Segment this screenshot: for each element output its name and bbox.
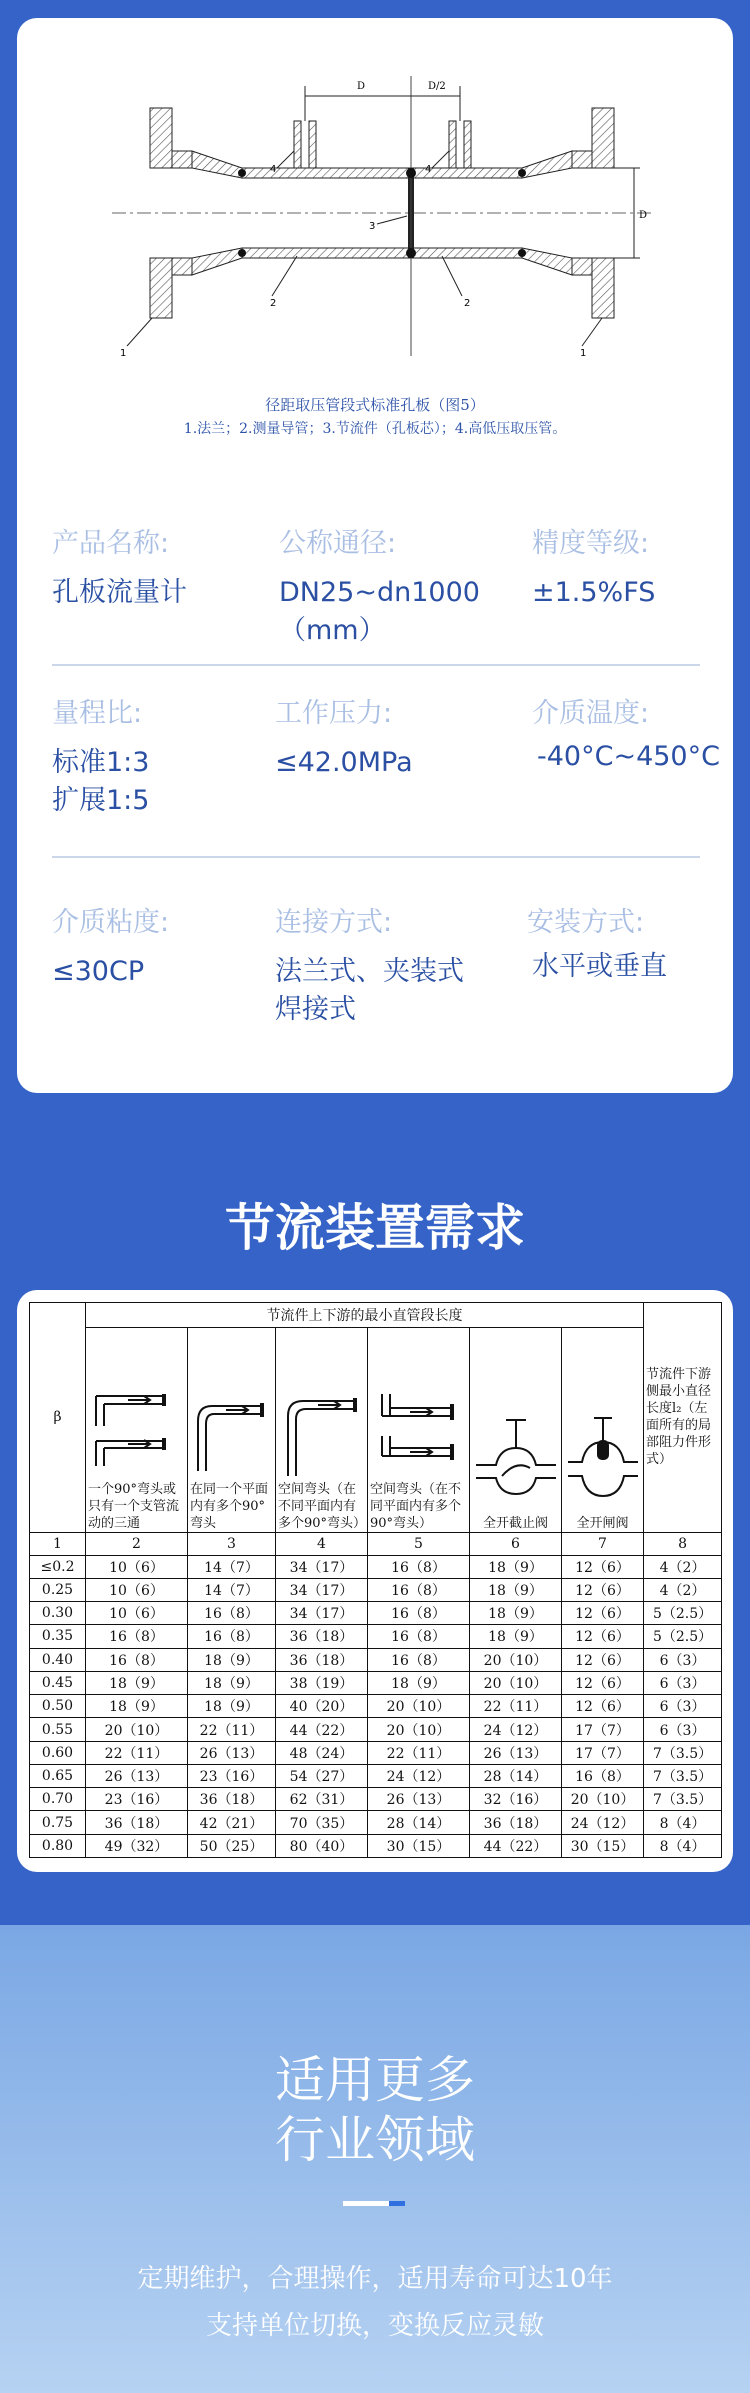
globe-valve-icon — [472, 1410, 560, 1510]
spec-value-installation: 水平或垂直 — [532, 951, 667, 982]
table-row — [30, 1555, 722, 1578]
spec-value-viscosity: ≤30CP — [52, 956, 145, 987]
length-cell: 26（13） — [470, 1741, 562, 1764]
table-row — [30, 1834, 722, 1857]
straight-pipe-table-card — [17, 1290, 733, 1872]
drawing-caption-title: 径距取压管段式标准孔板（图5） — [265, 396, 485, 414]
desc-text: 空间弯头（在不同平面内有多个90°弯头） — [370, 1481, 462, 1531]
table-row — [30, 1602, 722, 1625]
desc-text: 全开截止阀 — [482, 1515, 548, 1531]
length-cell: 42（21） — [188, 1811, 276, 1834]
length-cell: 18（9） — [188, 1671, 276, 1694]
length-cell: 62（31） — [276, 1788, 368, 1811]
space-elbow-icon — [278, 1386, 366, 1476]
length-cell: 18（9） — [470, 1602, 562, 1625]
beta-cell: 0.55 — [30, 1718, 86, 1741]
table-row — [30, 1764, 722, 1787]
length-cell: 18（9） — [470, 1625, 562, 1648]
dim-d: D — [357, 81, 366, 92]
same-plane-elbows-icon — [190, 1386, 274, 1476]
straight-pipe-table — [29, 1302, 722, 1858]
multi-plane-elbows-icon — [370, 1386, 468, 1476]
spec-label-viscosity: 介质粘度: — [52, 907, 170, 938]
feature-line-1: 定期维护，合理操作，适用寿命可达10年 — [137, 2264, 613, 2294]
length-cell: 18（9） — [86, 1695, 188, 1718]
beta-cell: 0.60 — [30, 1741, 86, 1764]
length-cell: 16（8） — [368, 1625, 470, 1648]
dim-d-vertical: D — [639, 210, 648, 221]
length-cell: 12（6） — [562, 1602, 644, 1625]
table-row — [30, 1788, 722, 1811]
length-cell: 6（3） — [644, 1718, 722, 1741]
length-cell: 16（8） — [188, 1602, 276, 1625]
length-cell: 28（14） — [368, 1811, 470, 1834]
divider — [52, 856, 700, 858]
length-cell: 20（10） — [368, 1695, 470, 1718]
length-cell: 18（9） — [188, 1695, 276, 1718]
dim-d-half: D/2 — [428, 81, 446, 92]
spec-value-nominal-diameter: DN25~dn1000 （mm） — [279, 577, 480, 646]
table-row — [30, 1811, 722, 1834]
length-cell: 26（13） — [86, 1764, 188, 1787]
length-cell: 16（8） — [368, 1648, 470, 1671]
label-flange-right: 1 — [580, 348, 587, 359]
table-row — [30, 1695, 722, 1718]
desc-text: 空间弯头（在不同平面内有多个90°弯头） — [278, 1481, 367, 1531]
beta-cell: 0.65 — [30, 1764, 86, 1787]
beta-cell: ≤0.2 — [30, 1555, 86, 1578]
col-number: 8 — [644, 1532, 722, 1555]
length-cell: 18（9） — [470, 1555, 562, 1578]
spec-label-medium-temperature: 介质温度: — [532, 698, 650, 729]
beta-cell: 0.25 — [30, 1578, 86, 1601]
label-tube-left: 2 — [270, 298, 277, 309]
col-number: 6 — [470, 1532, 562, 1555]
table-body — [30, 1555, 722, 1857]
spec-value-medium-temperature: -40°C~450°C — [537, 741, 720, 772]
accent-bar-highlight — [389, 2201, 405, 2206]
length-cell: 36（18） — [86, 1811, 188, 1834]
gate-valve-icon — [564, 1410, 642, 1510]
length-cell: 24（12） — [368, 1764, 470, 1787]
length-cell: 6（3） — [644, 1671, 722, 1694]
length-cell: 18（9） — [470, 1578, 562, 1601]
spec-label-range-ratio: 量程比: — [52, 698, 143, 729]
beta-cell: 0.50 — [30, 1695, 86, 1718]
length-cell: 18（9） — [188, 1648, 276, 1671]
desc-text: 全开闸阀 — [576, 1515, 629, 1531]
length-cell: 12（6） — [562, 1695, 644, 1718]
length-cell: 16（8） — [368, 1555, 470, 1578]
length-cell: 22（11） — [86, 1741, 188, 1764]
table-row — [30, 1578, 722, 1601]
elbow-tee-icon — [88, 1386, 184, 1476]
length-cell: 8（4） — [644, 1811, 722, 1834]
length-cell: 14（7） — [188, 1555, 276, 1578]
length-cell: 17（7） — [562, 1741, 644, 1764]
length-cell: 7（3.5） — [644, 1764, 722, 1787]
length-cell: 28（14） — [470, 1764, 562, 1787]
table-row — [30, 1671, 722, 1694]
desc-text: 在同一个平面内有多个90°弯头 — [190, 1481, 269, 1531]
section-title: 节流装置需求 — [225, 1199, 525, 1257]
length-cell: 12（6） — [562, 1555, 644, 1578]
length-cell: 70（35） — [276, 1811, 368, 1834]
length-cell: 12（6） — [562, 1625, 644, 1648]
length-cell: 7（3.5） — [644, 1741, 722, 1764]
spec-value-range-ratio: 标准1:3 扩展1:5 — [52, 747, 150, 816]
orifice-drawing — [112, 56, 672, 366]
length-cell: 44（22） — [276, 1718, 368, 1741]
length-cell: 20（10） — [470, 1648, 562, 1671]
length-cell: 10（6） — [86, 1602, 188, 1625]
length-cell: 22（11） — [188, 1718, 276, 1741]
feature-line-2: 支持单位切换，变换反应灵敏 — [205, 2311, 544, 2341]
length-cell: 10（6） — [86, 1555, 188, 1578]
length-cell: 16（8） — [562, 1764, 644, 1787]
group-header: 节流件上下游的最小直管段长度 — [86, 1303, 644, 1328]
desc-text: 一个90°弯头或只有一个支管流动的三通 — [88, 1481, 180, 1531]
col-number: 1 — [30, 1532, 86, 1555]
length-cell: 38（19） — [276, 1671, 368, 1694]
label-tap-right: 4 — [425, 164, 432, 175]
length-cell: 14（7） — [188, 1578, 276, 1601]
length-cell: 22（11） — [470, 1695, 562, 1718]
spec-label-connection: 连接方式: — [275, 907, 393, 938]
length-cell: 8（4） — [644, 1834, 722, 1857]
length-cell: 20（10） — [562, 1788, 644, 1811]
divider — [52, 664, 700, 666]
length-cell: 36（18） — [470, 1811, 562, 1834]
label-orifice: 3 — [369, 221, 376, 232]
length-cell: 30（15） — [368, 1834, 470, 1857]
industries-section — [0, 1925, 750, 2393]
beta-cell: 0.45 — [30, 1671, 86, 1694]
label-tube-right: 2 — [464, 298, 471, 309]
length-cell: 48（24） — [276, 1741, 368, 1764]
length-cell: 6（3） — [644, 1695, 722, 1718]
industries-title-line1: 适用更多 — [275, 2051, 475, 2109]
length-cell: 49（32） — [86, 1834, 188, 1857]
length-cell: 34（17） — [276, 1578, 368, 1601]
spec-value-working-pressure: ≤42.0MPa — [275, 747, 413, 778]
length-cell: 22（11） — [368, 1741, 470, 1764]
spec-label-working-pressure: 工作压力: — [275, 698, 393, 729]
col-number: 3 — [188, 1532, 276, 1555]
spec-card — [17, 18, 733, 1093]
spec-label-product-name: 产品名称: — [52, 528, 170, 559]
beta-cell: 0.40 — [30, 1648, 86, 1671]
length-cell: 24（12） — [470, 1718, 562, 1741]
col-number: 2 — [86, 1532, 188, 1555]
beta-cell: 0.75 — [30, 1811, 86, 1834]
desc-space-elbow — [276, 1328, 368, 1533]
length-cell: 6（3） — [644, 1648, 722, 1671]
length-cell: 50（25） — [188, 1834, 276, 1857]
spec-value-product-name: 孔板流量计 — [52, 577, 187, 608]
beta-cell: 0.30 — [30, 1602, 86, 1625]
length-cell: 24（12） — [562, 1811, 644, 1834]
length-cell: 20（10） — [368, 1718, 470, 1741]
length-cell: 34（17） — [276, 1602, 368, 1625]
col8-header: 节流件下游侧最小直径长度l₂（左面所有的局部阻力件形式） — [644, 1303, 722, 1533]
spec-value-connection: 法兰式、夹装式 焊接式 — [275, 956, 464, 1025]
length-cell: 12（6） — [562, 1648, 644, 1671]
length-cell: 16（8） — [86, 1625, 188, 1648]
length-cell: 36（18） — [276, 1648, 368, 1671]
table-row — [30, 1648, 722, 1671]
length-cell: 30（15） — [562, 1834, 644, 1857]
length-cell: 4（2） — [644, 1555, 722, 1578]
spec-label-nominal-diameter: 公称通径: — [279, 528, 397, 559]
length-cell: 16（8） — [86, 1648, 188, 1671]
length-cell: 36（18） — [188, 1788, 276, 1811]
length-cell: 23（16） — [86, 1788, 188, 1811]
label-flange-left: 1 — [120, 348, 127, 359]
length-cell: 16（8） — [188, 1625, 276, 1648]
length-cell: 26（13） — [368, 1788, 470, 1811]
desc-globe-valve — [470, 1328, 562, 1533]
desc-same-plane — [188, 1328, 276, 1533]
beta-cell: 0.35 — [30, 1625, 86, 1648]
spec-value-accuracy: ±1.5%FS — [532, 577, 656, 608]
table-row — [30, 1741, 722, 1764]
length-cell: 5（2.5） — [644, 1602, 722, 1625]
col-number: 5 — [368, 1532, 470, 1555]
length-cell: 5（2.5） — [644, 1625, 722, 1648]
length-cell: 32（16） — [470, 1788, 562, 1811]
length-cell: 12（6） — [562, 1671, 644, 1694]
length-cell: 18（9） — [368, 1671, 470, 1694]
length-cell: 17（7） — [562, 1718, 644, 1741]
col-number: 7 — [562, 1532, 644, 1555]
length-cell: 18（9） — [86, 1671, 188, 1694]
table-row — [30, 1625, 722, 1648]
length-cell: 16（8） — [368, 1602, 470, 1625]
col-number: 4 — [276, 1532, 368, 1555]
beta-cell: 0.80 — [30, 1834, 86, 1857]
drawing-caption-parts: 1.法兰；2.测量导管；3.节流件（孔板芯）；4.高低压取压管。 — [183, 421, 567, 437]
length-cell: 20（10） — [86, 1718, 188, 1741]
length-cell: 4（2） — [644, 1578, 722, 1601]
length-cell: 12（6） — [562, 1578, 644, 1601]
beta-header: β — [30, 1303, 86, 1533]
length-cell: 80（40） — [276, 1834, 368, 1857]
desc-gate-valve — [562, 1328, 644, 1533]
beta-cell: 0.70 — [30, 1788, 86, 1811]
length-cell: 10（6） — [86, 1578, 188, 1601]
length-cell: 23（16） — [188, 1764, 276, 1787]
accent-bar — [343, 2201, 389, 2206]
length-cell: 44（22） — [470, 1834, 562, 1857]
length-cell: 36（18） — [276, 1625, 368, 1648]
industries-title-line2: 行业领域 — [275, 2111, 475, 2169]
length-cell: 54（27） — [276, 1764, 368, 1787]
length-cell: 7（3.5） — [644, 1788, 722, 1811]
length-cell: 40（20） — [276, 1695, 368, 1718]
desc-elbow — [86, 1328, 188, 1533]
length-cell: 26（13） — [188, 1741, 276, 1764]
table-row — [30, 1718, 722, 1741]
label-tap-left: 4 — [270, 164, 277, 175]
spec-label-installation: 安装方式: — [527, 907, 645, 938]
desc-space-elbows-multi — [368, 1328, 470, 1533]
spec-label-accuracy: 精度等级: — [532, 528, 650, 559]
length-cell: 16（8） — [368, 1578, 470, 1601]
length-cell: 20（10） — [470, 1671, 562, 1694]
length-cell: 34（17） — [276, 1555, 368, 1578]
